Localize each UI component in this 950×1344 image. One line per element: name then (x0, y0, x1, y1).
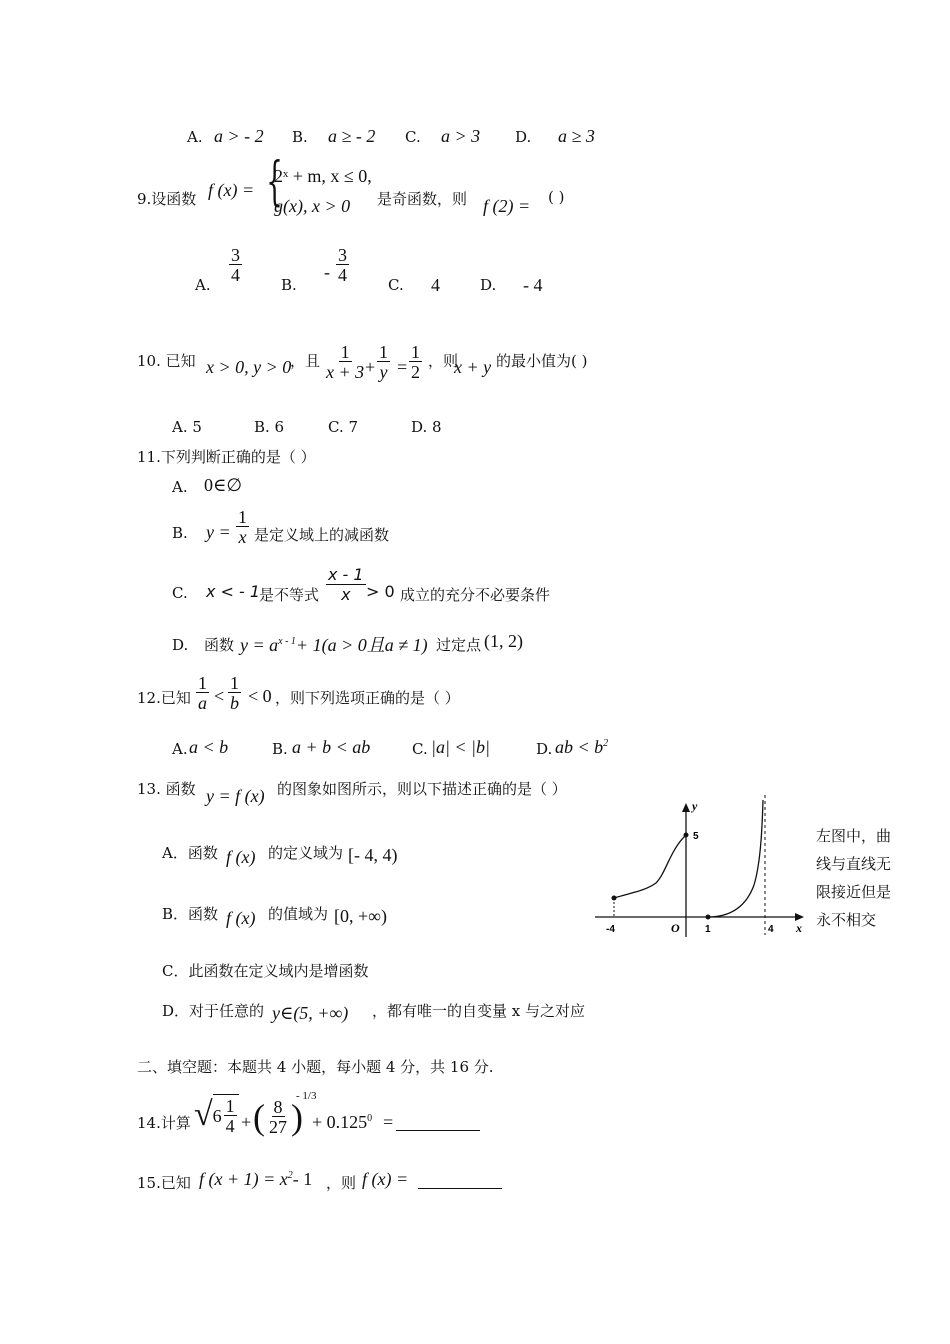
origin-label: O (671, 921, 680, 935)
q12-option-b-label: B. (272, 740, 288, 758)
q11-b-denominator: x (238, 527, 247, 547)
q10-f1-numerator: 1 (340, 342, 350, 362)
q13-function: y = f (x) (206, 786, 265, 806)
q9-option-c: 4 (431, 275, 440, 295)
graph-note-line: 永不相交 (816, 911, 877, 929)
q9-option-a (227, 246, 244, 285)
q8-option-b-label: B. (292, 128, 308, 146)
q11-a-text: 0∈∅ (204, 475, 243, 495)
q11-d-label: D. (172, 636, 189, 654)
q10-f1-denominator: x + 3 (326, 362, 365, 382)
q11-d-expr-base: y = a (240, 635, 279, 655)
point-minus4 (612, 896, 617, 901)
point-x1 (706, 915, 711, 920)
q14-exponent: - 1/3 (296, 1090, 317, 1102)
q11-b-fraction (234, 508, 251, 547)
q14-radicand (213, 1094, 239, 1136)
q9-option-b-denominator: 4 (338, 265, 347, 285)
q13-b-label: B．函数 (162, 905, 219, 923)
q15-lhs (199, 1169, 312, 1190)
q13-b-fx: f (x) (226, 908, 256, 928)
q10-equals: = (397, 357, 408, 377)
q11-d-expression (240, 631, 428, 657)
q14-answer-blank[interactable] (396, 1112, 480, 1131)
q11-d-text-2: 过定点 (436, 636, 482, 654)
q14-number: 14.计算 (137, 1114, 191, 1132)
q13-d-label: D．对于任意的 (162, 1002, 265, 1020)
q12-option-d-label: D. (536, 740, 553, 758)
q14-f2-numerator: 8 (273, 1096, 283, 1117)
q12-f2-numerator: 1 (230, 673, 239, 693)
q12-number: 12.已知 (137, 689, 191, 707)
q12-f1-numerator: 1 (198, 673, 207, 693)
q10-and: ，且 (290, 352, 321, 370)
q11-c-text-1: 是不等式 (259, 586, 320, 604)
left-curve (614, 835, 686, 898)
sqrt-icon: √ (194, 1096, 213, 1133)
q10-fraction-3 (407, 343, 424, 382)
q9-f2: f (2) = (483, 196, 531, 216)
graph-note-line: 限接近但是 (816, 883, 892, 901)
y-axis-arrow (682, 803, 690, 812)
q8-option-b: a ≥ - 2 (328, 126, 376, 146)
q11-b-text: 是定义域上的减函数 (254, 526, 390, 544)
q14-paren-fraction (253, 1096, 303, 1138)
q14-f1-denominator: 4 (225, 1116, 235, 1136)
q9-option-b-label: B. (281, 276, 297, 294)
q9-case-1: 2ˣ + m, x ≤ 0, (274, 166, 372, 186)
q13-d-text: ，都有唯一的自变量 x 与之对应 (372, 1002, 585, 1020)
q11-c-fraction (324, 566, 368, 605)
q9-option-b (334, 246, 351, 285)
q9-option-c-label: C. (388, 276, 404, 294)
tick-y5: 5 (693, 831, 699, 842)
q13-a-label: A．函数 (162, 844, 218, 862)
q9-option-d: - 4 (523, 275, 543, 295)
q14-whole: 6 (212, 1106, 222, 1126)
tick-x4: 4 (768, 924, 774, 935)
tick-x-minus4: -4 (606, 924, 615, 935)
q14-rest-base: + 0.125 (312, 1112, 368, 1132)
q11-c-numerator: x - 1 (328, 565, 364, 584)
q13-b-set: [0, +∞) (334, 906, 387, 926)
q9-answer-paren: ( ) (548, 188, 565, 206)
q12-option-d-base: ab < b (555, 737, 604, 757)
graph-note-line: 线与直线无 (816, 855, 892, 873)
q10-ask: 的最小值为( ) (496, 352, 588, 370)
q10-f3-denominator: 2 (411, 362, 420, 382)
q10-f2-numerator: 1 (379, 342, 388, 362)
q13-b-text: 的值域为 (268, 905, 329, 923)
q15-lhs-base: f (x + 1) = x (199, 1169, 288, 1189)
q8-option-c: a > 3 (441, 126, 481, 146)
q9-function: f (x) = (208, 180, 255, 200)
x-axis-label: x (796, 921, 802, 935)
q10-fraction-1 (322, 343, 368, 382)
q9-case-2: g(x), x > 0 (274, 196, 351, 216)
q12-fraction-1 (194, 674, 211, 713)
q8-option-a: a > - 2 (214, 126, 264, 146)
q11-d-point: (1, 2) (484, 631, 523, 651)
q10-f3-numerator: 1 (411, 342, 420, 362)
q11-stem: 11.下列判断正确的是（ ） (137, 448, 316, 466)
q11-c-gt: > 0 (366, 582, 395, 601)
left-paren-icon: ( (253, 1097, 265, 1137)
q15-lhs-end: - 1 (292, 1169, 313, 1189)
q15-number: 15.已知 (137, 1174, 191, 1192)
q14-f1-numerator: 1 (225, 1096, 235, 1116)
q14-f2-denominator: 27 (269, 1116, 287, 1137)
q11-b-numerator: 1 (238, 507, 247, 527)
y-axis-label: y (692, 799, 698, 813)
q11-c-condition: x < - 1 (206, 582, 261, 601)
q14-expression (194, 1094, 239, 1136)
q10-f2-denominator: y (379, 362, 388, 382)
q11-d-expr-exponent: x - 1 (278, 636, 296, 647)
point-y5 (684, 833, 689, 838)
q15-rhs: f (x) = (362, 1169, 409, 1189)
q13-c-text: C．此函数在定义域内是增函数 (162, 962, 369, 980)
x-axis-arrow (795, 913, 804, 921)
q11-c-text-2: 成立的充分不必要条件 (400, 586, 551, 604)
q12-option-a: a < b (189, 737, 229, 757)
q13-a-fx: f (x) (226, 847, 256, 867)
section-2-title: 二、填空题：本题共 4 小题，每小题 4 分，共 16 分. (137, 1058, 494, 1076)
q14-plus: + (241, 1112, 252, 1132)
right-paren-icon: ) (291, 1097, 303, 1137)
q12-less-than: < (214, 686, 225, 706)
q8-option-c-label: C. (405, 128, 421, 146)
q10-option-d: D. 8 (411, 418, 442, 436)
q11-c-denominator: x (341, 585, 351, 604)
q13-d-expression: y∈(5, +∞) (272, 1003, 349, 1023)
q12-f1-denominator: a (198, 693, 207, 713)
q11-c-label: C. (172, 584, 188, 602)
q9-option-d-label: D. (480, 276, 497, 294)
q12-option-d-exponent: 2 (603, 738, 609, 749)
q9-option-b-sign: - (324, 262, 330, 282)
q14-rest (312, 1112, 372, 1133)
q12-option-b: a + b < ab (292, 737, 371, 757)
q12-lt-zero: < 0 (248, 686, 272, 706)
q12-f2-denominator: b (230, 693, 239, 713)
graph-note-line: 左图中，曲 (816, 827, 892, 845)
q14-equals: = (383, 1112, 394, 1132)
q12-option-a-label: A. (172, 740, 188, 758)
q11-d-text-1: 函数 (204, 636, 235, 654)
q9-text: 是奇函数，则 (377, 190, 468, 208)
q10-option-b: B. 6 (254, 418, 285, 436)
q9-option-a-label: A. (195, 276, 211, 294)
q15-then: ，则 (326, 1174, 357, 1192)
right-curve (708, 800, 763, 917)
q12-option-c: |a| < |b| (431, 737, 490, 757)
q14-rest-exponent: 0 (367, 1113, 373, 1124)
graph-note (816, 822, 891, 934)
q11-d-expr-rest: + 1(a > 0且a ≠ 1) (295, 635, 428, 655)
q12-option-d (555, 737, 608, 758)
q11-b-label: B. (172, 524, 188, 542)
q8-option-d-label: D. (515, 128, 532, 146)
q10-then: ，则 (428, 352, 459, 370)
q15-lhs-exponent: 2 (287, 1170, 293, 1181)
q13-function-graph (590, 795, 815, 940)
q9-brace: { (266, 152, 283, 212)
q9-option-a-numerator: 3 (231, 245, 240, 265)
q11-a-label: A. (172, 478, 188, 496)
q15-answer-blank[interactable] (418, 1170, 502, 1189)
q13-text: 的图象如图所示，则以下描述正确的是（ ） (277, 780, 567, 798)
tick-x1: 1 (705, 924, 711, 935)
q12-text: ，则下列选项正确的是（ ） (275, 689, 460, 707)
q10-fraction-2 (375, 343, 392, 382)
q12-option-c-label: C. (412, 740, 428, 758)
q13-a-set: [- 4, 4) (348, 845, 398, 865)
q9-number: 9.设函数 (137, 190, 197, 208)
q10-number: 10. 已知 (137, 352, 196, 370)
q13-a-text: 的定义域为 (268, 844, 344, 862)
q10-option-a: A. 5 (172, 418, 202, 436)
q10-option-c: C. 7 (328, 418, 359, 436)
q10-plus: + (365, 357, 376, 377)
q8-option-a-label: A. (187, 128, 203, 146)
q9-option-b-numerator: 3 (338, 245, 347, 265)
q10-condition: x > 0, y > 0 (206, 357, 292, 377)
q10-expression: x + y (454, 357, 492, 377)
q13-number: 13. 函数 (137, 780, 196, 798)
q11-b-y: y = (206, 522, 231, 542)
q9-option-a-denominator: 4 (231, 265, 240, 285)
q12-fraction-2 (226, 674, 243, 713)
q8-option-d: a ≥ 3 (558, 126, 595, 146)
